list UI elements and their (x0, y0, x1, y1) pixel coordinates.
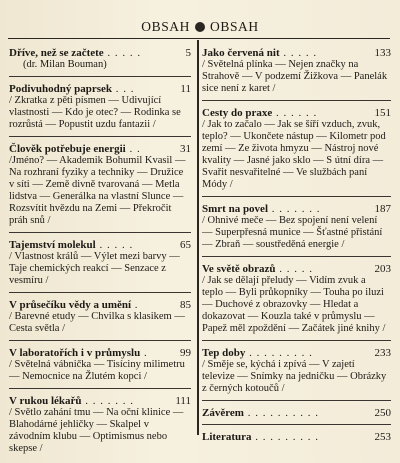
entry-page: 5 (185, 47, 191, 59)
toc-entry (9, 347, 191, 383)
entry-page: 233 (374, 347, 391, 359)
entry-separator (9, 292, 191, 293)
entry-separator (202, 196, 391, 197)
entry-page: 85 (180, 299, 191, 311)
toc-entry (9, 83, 191, 131)
entry-page: 31 (180, 143, 191, 155)
toc-left-column (9, 40, 191, 455)
header-rule (8, 38, 390, 39)
entry-subtopics: / Ohnivé meče — Bez spojení není velení — Superpřesná munice — Šťastné přistání — Zbraň — soustředěná energie / (202, 215, 383, 250)
toc-entry (202, 47, 391, 95)
entry-leader-dots: . . . . . (95, 239, 134, 251)
entry-page: 187 (374, 203, 391, 215)
entry-subtopics: / Zkratka z pěti písmen — Udivující vlastnosti — Kdo je otec? — Rodinka se rozrůstá — Popustit uzdu fantazii / (9, 95, 181, 130)
entry-leader-dots: . . . . . . (272, 107, 318, 119)
entry-title: Tajemství molekul (9, 239, 96, 251)
entry-subtopics: / Barevné etudy — Chvilka s klasikem — Cesta světla / (9, 311, 185, 334)
entry-subtopics: / Světelná vábnička — Tisíciny milimetru — Nemocnice na Žlutém kopci / (9, 359, 185, 382)
toc-entry (202, 107, 391, 191)
entry-page: 111 (175, 395, 191, 407)
toc-entry (202, 203, 391, 251)
entry-title: V rukou lékařů (9, 395, 82, 407)
entry-leader-dots: . . . . . . . . . (245, 347, 313, 359)
entry-title: Tep doby (202, 347, 246, 359)
entry-title: Cesty do praxe (202, 107, 273, 119)
entry-title: Závěrem (202, 407, 244, 419)
toc-entry (202, 431, 391, 443)
entry-title: Podivuhodný paprsek (9, 83, 113, 95)
entry-page: 99 (180, 347, 191, 359)
entry-title: V průsečíku vědy a umění (9, 299, 132, 311)
column-divider (197, 40, 199, 435)
entry-subtopics: /Jméno? — Akademik Bohumil Kvasil — Na rozhraní fyziky a techniky — Družice v síti — Země divně tvarovaná — Metla lidstva — Generálka na vlastní Slunce — Rozsvítit hvězdu na Zemi — Překročit práh snů / (9, 155, 186, 226)
entry-separator (9, 388, 191, 389)
header-title-right: OBSAH (210, 19, 259, 34)
entry-subtopics: / Jak se dělají přeludy — Vidím zvuk a teplo — Byli průkopníky — Touha po iluzi — Duchové z obrazovky — Hledat a dokazovat — Kouzla také v průmyslu — Papež měl zpoždění — Začátek jiné knihy / (202, 275, 386, 334)
entry-title: Smrt na povel (202, 203, 268, 215)
entry-leader-dots: . . . (112, 83, 135, 95)
entry-separator (202, 100, 391, 101)
entry-separator (202, 340, 391, 341)
entry-subtopics: / Světelná plínka — Nejen značky na Strahově — V podzemí Žižkova — Panelák sice není z karet / (202, 59, 388, 94)
entry-leader-dots: . . (125, 143, 141, 155)
entry-leader-dots: . . . . . . . (268, 203, 321, 215)
entry-subtopics: / Vlastnost králů — Výlet mezi barvy — Taje chemických reakcí — Senzace z vesmíru / (9, 251, 180, 286)
entry-subtopics: / Světlo zahání tmu — Na oční klinice — Blahodárné jehličky — Skalpel v závodním klubu — Optimismus nebo skepse / (9, 407, 184, 454)
toc-entry (9, 143, 191, 227)
toc-right-column (202, 40, 391, 443)
entry-separator (9, 340, 191, 341)
entry-page: 133 (374, 47, 391, 59)
entry-leader-dots: . . . . . (103, 47, 142, 59)
entry-subtopics: (dr. Milan Bouman) (23, 59, 107, 70)
toc-entry (202, 407, 391, 419)
entry-separator (9, 76, 191, 77)
entry-subtopics: / Směje se, kýchá i zpívá — V zajetí televize — Snímky na jedničku — Obrázky z černých kotoučů / (202, 359, 387, 394)
entry-separator (202, 424, 391, 425)
entry-page: 253 (374, 431, 391, 443)
header-dot (195, 22, 205, 32)
entry-separator (202, 400, 391, 401)
header-title-left: OBSAH (141, 19, 190, 34)
toc-entry (9, 395, 191, 455)
entry-leader-dots: . (140, 347, 148, 359)
entry-leader-dots: . . . . . (279, 47, 318, 59)
entry-title: Ve světě obrazů (202, 263, 276, 275)
entry-leader-dots: . . . . . . . (81, 395, 135, 407)
entry-title: Jako červená nit (202, 47, 280, 59)
entry-title: Dříve, než se začtete (9, 47, 104, 59)
entry-leader-dots: . . . . . . . . . . (243, 407, 319, 419)
entry-page: 203 (374, 263, 391, 275)
entry-separator (9, 232, 191, 233)
entry-page: 151 (374, 107, 391, 119)
entry-page: 250 (374, 407, 391, 419)
entry-title: V laboratořích i v průmyslu (9, 347, 141, 359)
entry-title: Člověk potřebuje energii (9, 143, 126, 155)
entry-page: 65 (180, 239, 191, 251)
toc-entry (9, 239, 191, 287)
entry-separator (202, 256, 391, 257)
toc-entry (202, 263, 391, 335)
entry-leader-dots: . . . . . . . . . (251, 431, 319, 443)
entry-leader-dots: . . . . . (275, 263, 314, 275)
entry-separator (9, 136, 191, 137)
toc-entry (202, 347, 391, 395)
toc-entry (9, 47, 191, 71)
toc-header (0, 19, 400, 35)
entry-page: 11 (180, 83, 191, 95)
toc-entry (9, 299, 191, 335)
entry-title: Literatura (202, 431, 252, 443)
entry-subtopics: / Jak to začalo — Jak se šíří vzduch, zvuk, teplo? — Ukončete nástup — Kilometr pod zemí — Ze života hmyzu — Nástroj nové kvality — Jasné jako sklo — S útní díra — Svařit nesvařitelné — Ve službách paní Módy / (202, 119, 386, 190)
entry-leader-dots: . (131, 299, 139, 311)
